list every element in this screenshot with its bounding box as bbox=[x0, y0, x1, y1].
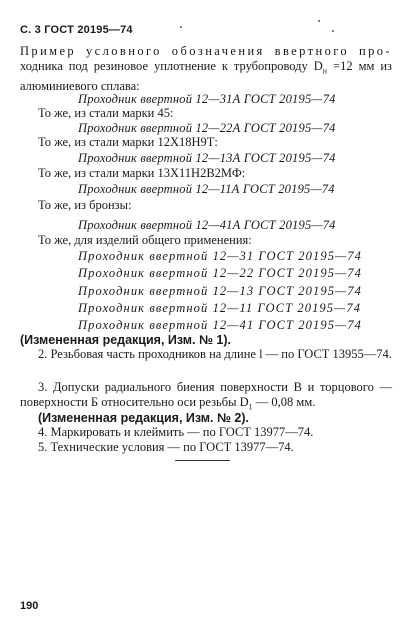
paragraph-3 bbox=[20, 380, 392, 415]
page-header: С. 3 ГОСТ 20195—74 bbox=[20, 24, 133, 36]
material-label: То же, из стали марки 45: bbox=[38, 106, 174, 120]
general-example: Проходник ввертной 12—22 ГОСТ 20195—74 bbox=[78, 266, 362, 280]
general-example: Проходник ввертной 12—13 ГОСТ 20195—74 bbox=[78, 284, 362, 298]
example-line: Проходник ввертной 12—31А ГОСТ 20195—74 bbox=[78, 92, 336, 106]
intro-first-words: Пример условного обозначения ввертного про- bbox=[20, 44, 392, 58]
example-line: Проходник ввертной 12—41А ГОСТ 20195—74 bbox=[78, 218, 336, 232]
general-example: Проходник ввертной 12—41 ГОСТ 20195—74 bbox=[78, 318, 362, 332]
paragraph-4: 4. Маркировать и клеймить — по ГОСТ 13977—74. bbox=[38, 425, 314, 439]
scan-speck bbox=[318, 20, 320, 22]
example-line: Проходник ввертной 12—11А ГОСТ 20195—74 bbox=[78, 182, 335, 196]
revision-note-2: (Измененная редакция, Изм. № 2). bbox=[38, 411, 249, 425]
general-example: Проходник ввертной 12—31 ГОСТ 20195—74 bbox=[78, 249, 362, 263]
example-line: Проходник ввертной 12—13А ГОСТ 20195—74 bbox=[78, 151, 336, 165]
paragraph-2: 2. Резьбовая часть проходников на длине l — по ГОСТ 13955—74. bbox=[38, 347, 392, 361]
revision-note-1: (Измененная редакция, Изм. № 1). bbox=[20, 333, 231, 347]
intro-rest: ходника под резиновое уплотнение к трубопроводу D bbox=[20, 59, 323, 73]
scan-speck bbox=[180, 26, 182, 28]
scan-speck bbox=[332, 30, 334, 32]
material-label: То же, из стали марки 12Х18Н9Т: bbox=[38, 135, 218, 149]
page-number: 190 bbox=[20, 600, 39, 612]
material-label: То же, из бронзы: bbox=[38, 198, 132, 212]
general-example: Проходник ввертной 12—11 ГОСТ 20195—74 bbox=[78, 301, 362, 315]
general-label: То же, для изделий общего применения: bbox=[38, 233, 252, 247]
separator-rule bbox=[175, 460, 230, 461]
paragraph-5: 5. Технические условия — по ГОСТ 13977—74. bbox=[38, 440, 294, 454]
material-label: То же, из стали марки 13Х11Н2В2МФ: bbox=[38, 166, 246, 180]
paragraph-3-text: 3. Допуски радиального биения поверхности В и торцового — поверхности Б относительно оси резьбы D bbox=[20, 380, 392, 409]
intro-paragraph bbox=[20, 44, 392, 94]
paragraph-3-tail: — 0,08 мм. bbox=[252, 395, 316, 409]
paragraph-3-subscript: 1 bbox=[248, 402, 253, 412]
intro-tail: =12 мм из алюминиевого сплава: bbox=[20, 59, 392, 93]
intro-subscript: н bbox=[322, 66, 328, 76]
example-line: Проходник ввертной 12—22А ГОСТ 20195—74 bbox=[78, 121, 336, 135]
